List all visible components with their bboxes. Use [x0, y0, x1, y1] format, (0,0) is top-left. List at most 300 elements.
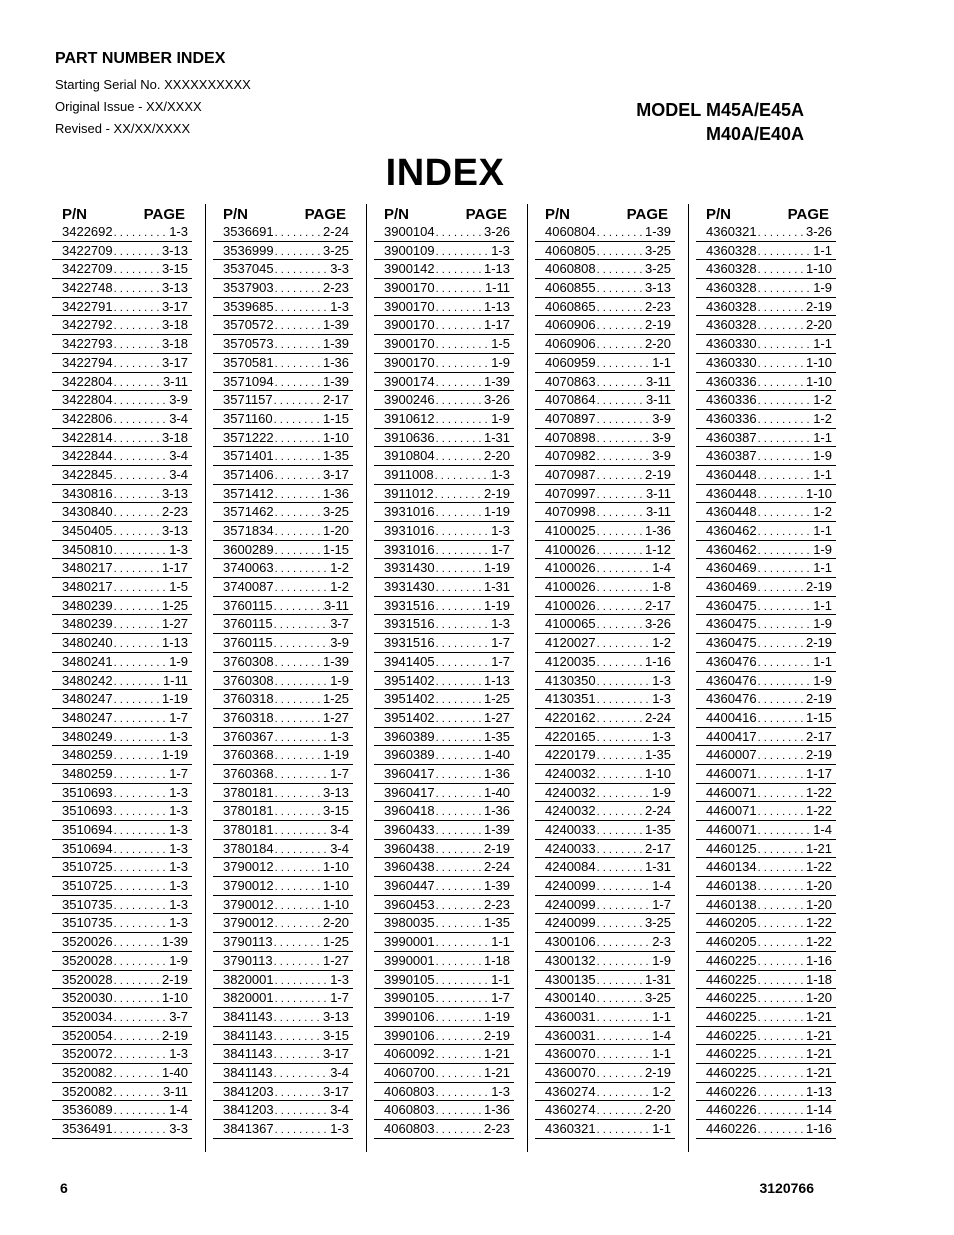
index-row: [213, 447, 353, 466]
index-row: [374, 802, 514, 821]
leader-dots: [113, 223, 170, 241]
page-ref: 3-15: [161, 261, 188, 277]
leader-dots: [113, 784, 170, 802]
index-row: [52, 1101, 192, 1120]
part-number: 3422692: [62, 224, 113, 239]
part-number: 3571412: [223, 485, 274, 501]
leader-dots: [434, 466, 492, 484]
index-row: [213, 466, 353, 485]
page-ref: 2-19: [805, 691, 832, 707]
original-issue: Original Issue - XX/XXXX: [55, 99, 202, 114]
page-ref: 2-17: [322, 392, 349, 408]
index-row: [52, 1120, 192, 1139]
index-row: [696, 279, 836, 298]
part-number: 4360336: [706, 373, 757, 389]
leader-dots: [757, 410, 814, 428]
page-header: PAGE: [465, 206, 507, 223]
part-number: 4070997: [545, 485, 596, 501]
leader-dots: [274, 522, 323, 540]
part-number: 3790012: [223, 915, 274, 931]
part-number: 3841203: [223, 1083, 274, 1099]
page-ref: 3-13: [644, 280, 671, 296]
leader-dots: [757, 709, 806, 727]
page-ref: 1-20: [805, 896, 832, 912]
leader-dots: [113, 821, 170, 839]
index-row: [213, 896, 353, 915]
leader-dots: [274, 840, 331, 858]
part-number: 3480239: [62, 616, 113, 632]
leader-dots: [274, 316, 323, 334]
index-row: [696, 466, 836, 485]
page-ref: 1-19: [322, 747, 349, 763]
page-ref: 3-15: [322, 803, 349, 819]
page-ref: 1-8: [652, 579, 671, 595]
page-ref: 1-15: [805, 709, 832, 725]
page-ref: 1-3: [169, 541, 188, 557]
leader-dots: [596, 858, 645, 876]
index-row: [213, 784, 353, 803]
part-number: 3960438: [384, 859, 435, 875]
leader-dots: [757, 335, 814, 353]
page-ref: 1-39: [483, 373, 510, 389]
leader-dots: [435, 522, 492, 540]
page-ref: 3-4: [330, 1102, 349, 1118]
part-number: 3422814: [62, 429, 113, 445]
index-row: [374, 260, 514, 279]
leader-dots: [757, 914, 806, 932]
page-ref: 3-9: [330, 635, 349, 651]
leader-dots: [596, 242, 645, 260]
page-ref: 2-17: [644, 597, 671, 613]
index-row: [374, 447, 514, 466]
leader-dots: [113, 1083, 163, 1101]
page-ref: 1-21: [805, 1027, 832, 1043]
index-row: [213, 391, 353, 410]
leader-dots: [596, 634, 653, 652]
index-row: [213, 223, 353, 242]
page-ref: 1-21: [805, 1064, 832, 1080]
part-number: 4100026: [545, 597, 596, 613]
leader-dots: [113, 522, 162, 540]
leader-dots: [435, 279, 485, 297]
index-row: [696, 1120, 836, 1139]
leader-dots: [596, 410, 653, 428]
page-ref: 3-4: [330, 840, 349, 856]
part-number: 4360274: [545, 1102, 596, 1118]
part-number: 3422748: [62, 280, 113, 296]
leader-dots: [274, 746, 323, 764]
leader-dots: [757, 316, 806, 334]
index-row: [52, 896, 192, 915]
part-number: 3536999: [223, 242, 274, 258]
leader-dots: [113, 634, 162, 652]
page-ref: 1-3: [491, 466, 510, 482]
index-row: [696, 728, 836, 747]
part-number: 3841203: [223, 1102, 274, 1118]
page-ref: 1-9: [813, 616, 832, 632]
page-ref: 1-35: [644, 747, 671, 763]
part-number: 3510693: [62, 803, 113, 819]
index-row: [696, 933, 836, 952]
leader-dots: [113, 260, 162, 278]
page-ref: 1-27: [161, 616, 188, 632]
page-ref: 1-2: [652, 635, 671, 651]
page-ref: 1-36: [322, 354, 349, 370]
part-number: 3422806: [62, 410, 113, 426]
column-divider: [688, 204, 689, 1152]
leader-dots: [113, 298, 162, 316]
index-row: [374, 672, 514, 691]
leader-dots: [757, 1083, 806, 1101]
index-row: [374, 971, 514, 990]
page-ref: 1-9: [169, 952, 188, 968]
part-number: 4360387: [706, 448, 757, 464]
page-ref: 1-9: [813, 448, 832, 464]
starting-serial: Starting Serial No. XXXXXXXXXX: [55, 77, 251, 92]
index-row: [52, 971, 192, 990]
leader-dots: [113, 1101, 170, 1119]
page-header-title: PART NUMBER INDEX: [55, 50, 226, 67]
part-number: 3790113: [223, 952, 273, 968]
index-row: [696, 1027, 836, 1046]
index-row: [52, 690, 192, 709]
leader-dots: [757, 298, 806, 316]
page-ref: 2-19: [805, 747, 832, 763]
page-ref: 1-13: [483, 298, 510, 314]
leader-dots: [435, 354, 492, 372]
leader-dots: [596, 429, 653, 447]
page-ref: 2-19: [483, 485, 510, 501]
index-row: [213, 597, 353, 616]
index-row: [52, 877, 192, 896]
page-ref: 3-25: [644, 242, 671, 258]
leader-dots: [274, 765, 331, 783]
leader-dots: [596, 877, 653, 895]
part-number: 4070987: [545, 466, 596, 482]
page-ref: 1-4: [813, 822, 832, 837]
part-number: 4360328: [706, 261, 757, 277]
index-row: [535, 597, 675, 616]
index-row: [535, 765, 675, 784]
index-row: [213, 1083, 353, 1102]
index-row: [213, 485, 353, 504]
index-row: [52, 242, 192, 261]
index-row: [535, 335, 675, 354]
part-number: 4070864: [545, 392, 596, 408]
leader-dots: [435, 728, 484, 746]
page-ref: 3-7: [330, 616, 349, 632]
leader-dots: [113, 802, 170, 820]
leader-dots: [435, 989, 492, 1007]
index-row: [374, 821, 514, 840]
page-ref: 3-9: [652, 429, 671, 445]
index-row: [535, 896, 675, 915]
part-number: 4060805: [545, 242, 596, 258]
page-ref: 1-16: [805, 952, 832, 968]
index-row: [52, 653, 192, 672]
part-number: 3841367: [223, 1121, 274, 1136]
column-header: [696, 202, 836, 223]
page-ref: 1-36: [483, 803, 510, 819]
leader-dots: [113, 597, 162, 615]
leader-dots: [757, 971, 806, 989]
page-ref: 1-13: [805, 1083, 832, 1099]
page-ref: 3-13: [161, 485, 188, 501]
page-ref: 1-2: [813, 392, 832, 408]
page-ref: 3-25: [644, 261, 671, 277]
index-row: [374, 373, 514, 392]
part-number: 3931016: [384, 541, 435, 557]
leader-dots: [113, 391, 170, 409]
page-ref: 1-10: [322, 429, 349, 445]
page-ref: 1-3: [652, 672, 671, 688]
part-number: 3960417: [384, 784, 435, 800]
part-number: 4460225: [706, 952, 757, 968]
index-row: [213, 373, 353, 392]
index-row: [213, 559, 353, 578]
page-ref: 1-7: [330, 990, 349, 1006]
leader-dots: [757, 746, 806, 764]
page-ref: 1-22: [805, 915, 832, 931]
part-number: 3520026: [62, 934, 113, 950]
part-number: 4360475: [706, 597, 757, 613]
part-number: 3450810: [62, 541, 113, 557]
page-ref: 2-24: [483, 859, 510, 875]
leader-dots: [757, 485, 806, 503]
part-number: 4460125: [706, 840, 757, 856]
index-row: [52, 746, 192, 765]
index-row: [52, 989, 192, 1008]
index-row: [52, 840, 192, 859]
leader-dots: [435, 877, 484, 895]
page-ref: 1-1: [813, 653, 832, 669]
part-number: 3760115: [223, 616, 273, 632]
part-number: 3480217: [62, 579, 113, 595]
part-number: 4360387: [706, 429, 757, 445]
index-row: [696, 391, 836, 410]
leader-dots: [274, 877, 323, 895]
index-row: [213, 690, 353, 709]
part-number: 4360070: [545, 1046, 596, 1062]
leader-dots: [435, 429, 484, 447]
index-row: [535, 279, 675, 298]
index-row: [374, 335, 514, 354]
index-column: [52, 202, 192, 1139]
index-row: [374, 503, 514, 522]
leader-dots: [435, 746, 484, 764]
part-number: 3931016: [384, 504, 435, 520]
page-ref: 1-19: [161, 747, 188, 763]
part-number: 3430816: [62, 485, 113, 501]
page-ref: 1-25: [322, 691, 349, 707]
part-number: 3422792: [62, 317, 113, 333]
page-ref: 1-9: [491, 354, 510, 370]
leader-dots: [596, 447, 653, 465]
index-row: [213, 840, 353, 859]
page-ref: 1-3: [169, 840, 188, 856]
index-row: [52, 316, 192, 335]
page-ref: 1-12: [644, 541, 671, 557]
page-ref: 1-20: [322, 523, 349, 538]
index-row: [52, 541, 192, 560]
part-number: 3760115: [223, 635, 273, 651]
page-ref: 1-11: [162, 672, 188, 688]
leader-dots: [113, 896, 170, 914]
page-ref: 1-3: [169, 878, 188, 894]
leader-dots: [596, 466, 645, 484]
page-ref: 3-15: [322, 1027, 349, 1043]
part-number: 4220165: [545, 728, 596, 744]
index-row: [374, 840, 514, 859]
revised-date: Revised - XX/XX/XXXX: [55, 121, 191, 136]
page-ref: 1-2: [330, 579, 349, 595]
index-row: [696, 1008, 836, 1027]
index-row: [213, 971, 353, 990]
page-ref: 1-36: [644, 523, 671, 538]
part-number: 4060808: [545, 261, 596, 277]
part-number: 4100026: [545, 541, 596, 557]
page-ref: 1-4: [652, 878, 671, 894]
leader-dots: [435, 672, 484, 690]
part-number: 3990105: [384, 990, 435, 1006]
pn-header: P/N: [706, 206, 732, 223]
index-column: [213, 202, 353, 1139]
page-ref: 1-19: [483, 560, 510, 576]
index-row: [535, 952, 675, 971]
leader-dots: [435, 784, 484, 802]
part-number: 3911008: [384, 466, 434, 482]
leader-dots: [274, 223, 323, 241]
part-number: 4360328: [706, 298, 757, 314]
part-number: 3960389: [384, 747, 435, 763]
part-number: 4060855: [545, 280, 596, 296]
page-ref: 3-13: [161, 280, 188, 296]
column-header: [535, 202, 675, 223]
page-ref: 1-39: [322, 653, 349, 669]
leader-dots: [757, 672, 814, 690]
index-row: [213, 634, 353, 653]
pn-header: P/N: [384, 206, 410, 223]
leader-dots: [757, 429, 814, 447]
leader-dots: [596, 485, 646, 503]
index-row: [535, 971, 675, 990]
leader-dots: [757, 447, 814, 465]
part-number: 4360336: [706, 392, 757, 408]
leader-dots: [757, 541, 814, 559]
part-number: 3571834: [223, 523, 274, 538]
page-ref: 1-3: [491, 616, 510, 632]
part-number: 4360321: [706, 224, 757, 239]
page-ref: 1-7: [491, 635, 510, 651]
part-number: 4060906: [545, 317, 596, 333]
page-ref: 1-22: [805, 803, 832, 819]
index-row: [535, 802, 675, 821]
part-number: 4240099: [545, 915, 596, 931]
page-ref: 2-23: [644, 298, 671, 314]
page-ref: 1-21: [483, 1046, 510, 1062]
part-number: 3841143: [223, 1027, 273, 1043]
index-row: [535, 1101, 675, 1120]
part-number: 3780181: [223, 784, 274, 800]
leader-dots: [435, 335, 492, 353]
leader-dots: [596, 391, 646, 409]
leader-dots: [435, 260, 484, 278]
part-number: 3520028: [62, 952, 113, 968]
leader-dots: [435, 578, 484, 596]
page-ref: 1-13: [161, 635, 188, 651]
page-ref: 1-17: [161, 560, 188, 576]
page-ref: 1-3: [169, 784, 188, 800]
part-number: 4360475: [706, 635, 757, 651]
part-number: 3790012: [223, 878, 274, 894]
leader-dots: [113, 316, 162, 334]
page-ref: 1-3: [169, 1046, 188, 1062]
index-row: [52, 1064, 192, 1083]
index-row: [696, 1045, 836, 1064]
leader-dots: [435, 1045, 484, 1063]
leader-dots: [757, 559, 814, 577]
leader-dots: [596, 1064, 645, 1082]
index-row: [52, 728, 192, 747]
index-row: [535, 877, 675, 896]
page-ref: 1-21: [805, 1046, 832, 1062]
index-row: [374, 952, 514, 971]
page-ref: 1-3: [330, 1121, 349, 1136]
page-header: PAGE: [787, 206, 829, 223]
index-row: [535, 989, 675, 1008]
page-ref: 1-18: [805, 971, 832, 987]
column-header: [374, 202, 514, 223]
leader-dots: [113, 877, 170, 895]
page-ref: 1-35: [483, 915, 510, 931]
part-number: 3790113: [223, 934, 273, 950]
part-number: 3422791: [62, 298, 113, 314]
page-ref: 3-4: [330, 822, 349, 837]
page-ref: 1-10: [322, 878, 349, 894]
index-row: [52, 559, 192, 578]
page-ref: 1-4: [169, 1102, 188, 1118]
leader-dots: [274, 541, 323, 559]
part-number: 4360328: [706, 317, 757, 333]
leader-dots: [113, 933, 162, 951]
leader-dots: [274, 1083, 323, 1101]
page-ref: 1-25: [483, 691, 510, 707]
page-ref: 1-5: [169, 579, 188, 595]
index-row: [52, 578, 192, 597]
part-number: 3760318: [223, 691, 274, 707]
leader-dots: [435, 802, 484, 820]
leader-dots: [435, 952, 484, 970]
leader-dots: [273, 933, 323, 951]
leader-dots: [596, 690, 653, 708]
part-number: 4360031: [545, 1027, 596, 1043]
leader-dots: [274, 821, 331, 839]
index-row: [374, 634, 514, 653]
leader-dots: [757, 242, 814, 260]
index-row: [374, 765, 514, 784]
part-number: 4460225: [706, 1008, 757, 1024]
index-row: [696, 503, 836, 522]
leader-dots: [596, 728, 653, 746]
part-number: 3520030: [62, 990, 113, 1006]
page-ref: 3-11: [162, 1083, 188, 1099]
page-ref: 3-18: [161, 336, 188, 352]
part-number: 4460226: [706, 1121, 757, 1136]
page-ref: 3-25: [322, 504, 349, 520]
page-ref: 1-21: [805, 840, 832, 856]
part-number: 4060803: [384, 1121, 435, 1136]
leader-dots: [596, 840, 645, 858]
